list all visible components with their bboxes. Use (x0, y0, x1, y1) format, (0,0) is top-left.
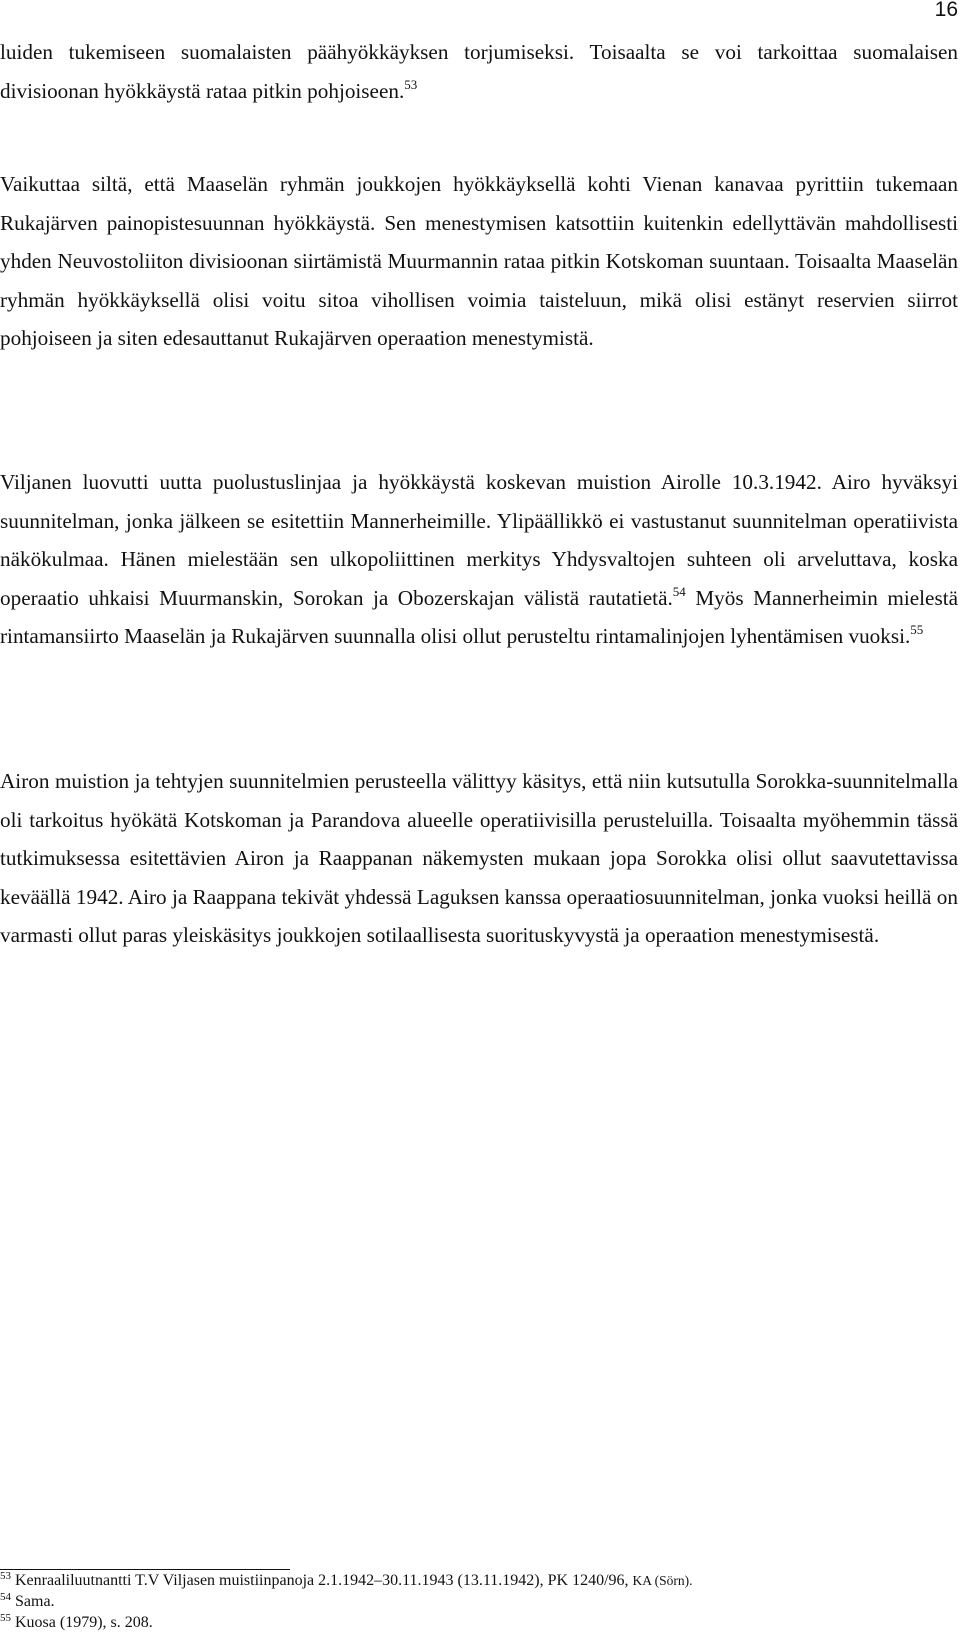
footnote-ref: 55 (910, 622, 924, 637)
footnote-archive: KA (Sörn). (632, 1573, 693, 1588)
paragraph-2 (0, 165, 958, 358)
footnote-55 (0, 1612, 960, 1633)
paragraph-text: Viljanen luovutti uutta puolustuslinjaa ja hyökkäystä koskevan muistion Airolle 10.3.1942. Airo hyväksyi suunnitelman, jonka jälkeen se esitettiin Mannerheimille. Ylipäällikkö ei vastustanut suunnitelman operatiivista näkökulmaa. Hänen mielestään sen ulkopoliittinen merkitys Yhdysvaltojen suhteen oli arveluttava, koska operaatio uhkaisi Muurmanskin, Sorokan ja Obozerskajan välistä rautatietä. (0, 470, 958, 610)
paragraph-4 (0, 762, 958, 955)
paragraph-text: Vaikuttaa siltä, että Maaselän ryhmän joukkojen hyökkäyksellä kohti Vienan kanavaa pyrittiin tukemaan Rukajärven painopistesuunnan hyökkäystä. Sen menestymisen katsottiin kuitenkin edellyttävän mahdollisesti yhden Neuvostoliiton divisioonan siirtämistä Muurmannin rataa pitkin Kotskoman suuntaan. Toisaalta Maaselän ryhmän hyökkäyksellä olisi voitu sitoa vihollisen voimia taisteluun, mikä olisi estänyt reservien siirrot pohjoiseen ja siten edesauttanut Rukajärven operaation menestymistä. (0, 172, 958, 350)
footnote-ref: 54 (672, 583, 686, 599)
footnotes (0, 1570, 960, 1633)
footnote-text: Kenraaliluutnantti T.V Viljasen muistiinpanoja 2.1.1942–30.11.1943 (13.11.1942), PK 1240/96, (15, 1572, 629, 1589)
footnote-ref: 53 (404, 76, 418, 92)
paragraph-text: luiden tukemiseen suomalaisten päähyökkäyksen torjumiseksi. Toisaalta se voi tarkoittaa suomalaisen divisioonan hyökkäystä rataa pitkin pohjoiseen. (0, 40, 958, 103)
footnote-54 (0, 1591, 960, 1612)
page-number: 16 (934, 0, 958, 21)
footnote-number: 53 (0, 1570, 11, 1582)
paragraph-3 (0, 463, 958, 656)
paragraph-text: Airon muistion ja tehtyjen suunnitelmien perusteella välittyy käsitys, että niin kutsutulla Sorokka-suunnitelmalla oli tarkoitus hyökätä Kotskoman ja Parandova alueelle operatiivisilla perusteluilla. Toisaalta myöhemmin tässä tutkimuksessa esitettävien Airon ja Raappanan näkemysten mukaan jopa Sorokka olisi ollut saavutettavissa keväällä 1942. Airo ja Raappana tekivät yhdessä Laguksen kanssa operaatiosuunnitelman, jonka vuoksi heillä on varmasti ollut paras yleiskäsitys joukkojen sotilaallisesta suorituskyvystä ja operaation menestymisestä. (0, 769, 958, 947)
paragraph-1 (0, 33, 958, 110)
footnote-number: 54 (0, 1591, 11, 1603)
footnote-number: 55 (0, 1612, 11, 1624)
paragraph-text-continued: Myös Mannerheimin mielestä rintamansiirto Maaselän ja Rukajärven suunnalla olisi ollut perusteltu rintamalinjojen lyhentämisen vuoksi. (0, 585, 958, 648)
footnote-text: Sama. (15, 1593, 55, 1610)
footnote-text: Kuosa (1979), s. 208. (15, 1614, 153, 1631)
footnote-53 (0, 1570, 960, 1591)
